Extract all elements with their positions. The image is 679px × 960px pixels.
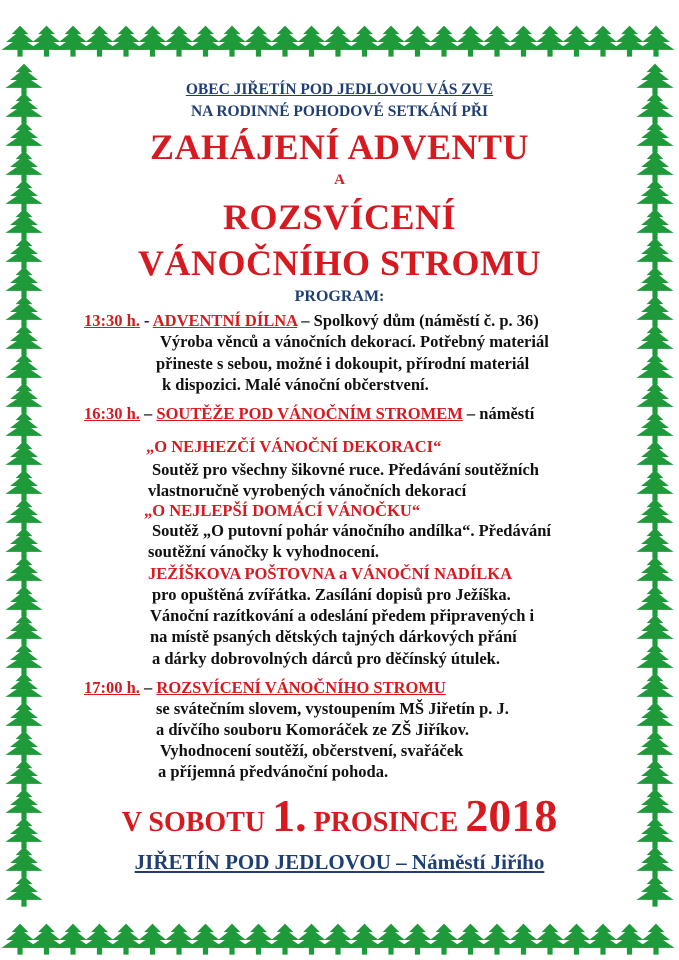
christmas-tree-icon [5, 528, 42, 559]
program-item-2 [84, 404, 534, 424]
christmas-tree-icon [1, 924, 38, 955]
date-day: 1. [272, 790, 307, 841]
contest-1-desc-line: Soutěž pro všechny šikovné ruce. Předávání soutěžních [152, 460, 539, 479]
christmas-tree-icon [636, 499, 673, 530]
contest-2-desc-line: Soutěž „O putovní pohár vánočního andílka“. Předávání [152, 521, 551, 540]
christmas-tree-icon [531, 26, 568, 57]
christmas-tree-icon [399, 26, 436, 57]
christmas-tree-icon [5, 412, 42, 443]
christmas-tree-icon [531, 924, 568, 955]
christmas-tree-icon [293, 26, 330, 57]
christmas-tree-icon [636, 731, 673, 762]
item-3-time: 17:00 h. [84, 678, 140, 697]
christmas-tree-icon [107, 26, 144, 57]
contest-3-title: JEŽÍŠKOVA POŠTOVNA a VÁNOČNÍ NADÍLKA [148, 564, 512, 583]
item-2-time: 16:30 h. [84, 404, 140, 423]
christmas-tree-icon [240, 26, 277, 57]
christmas-tree-icon [293, 924, 330, 955]
christmas-tree-icon [240, 924, 277, 955]
christmas-tree-icon [5, 354, 42, 385]
date-year: 2018 [465, 790, 558, 841]
christmas-tree-icon [213, 26, 250, 57]
title-line-1: ZAHÁJENÍ ADVENTU [149, 127, 530, 167]
christmas-tree-icon [5, 702, 42, 733]
contest-3-desc-line: na místě psaných dětských tajných dárkových přání [150, 627, 517, 646]
christmas-tree-icon [54, 26, 91, 57]
item-3-separator: – [139, 678, 157, 697]
christmas-tree-icon [505, 924, 542, 955]
christmas-tree-icon [5, 876, 42, 907]
christmas-tree-icon [81, 26, 118, 57]
christmas-tree-icon [636, 702, 673, 733]
christmas-tree-icon [5, 383, 42, 414]
christmas-tree-icon [319, 924, 356, 955]
christmas-tree-icon [584, 924, 621, 955]
program-label: PROGRAM: [294, 288, 385, 305]
christmas-tree-icon [636, 412, 673, 443]
christmas-tree-icon [28, 924, 65, 955]
title-conjunction: A [334, 172, 345, 188]
christmas-tree-icon [81, 924, 118, 955]
christmas-tree-icon [611, 26, 648, 57]
christmas-tree-icon [558, 26, 595, 57]
contest-2-desc-line: soutěžní vánočky k vyhodnocení. [148, 542, 380, 561]
christmas-tree-icon [28, 26, 65, 57]
christmas-tree-icon [134, 26, 171, 57]
christmas-tree-icon [399, 924, 436, 955]
title-line-3: VÁNOČNÍHO STROMU [137, 243, 541, 283]
event-date [0, 790, 679, 842]
christmas-tree-icon [637, 924, 674, 955]
program-item-3 [84, 678, 446, 698]
invite-line-1: OBEC JIŘETÍN POD JEDLOVOU VÁS ZVE [185, 81, 494, 98]
christmas-tree-icon [636, 325, 673, 356]
christmas-tree-icon [636, 528, 673, 559]
item-3-name: ROZSVÍCENÍ VÁNOČNÍHO STROMU [156, 678, 446, 697]
item-1-desc-line: Výroba věnců a vánočních dekorací. Potřebný materiál [160, 332, 549, 351]
item-3-desc-line: a příjemná předvánoční pohoda. [158, 762, 389, 781]
christmas-tree-icon [636, 470, 673, 501]
christmas-tree-icon [187, 26, 224, 57]
christmas-tree-icon [636, 876, 673, 907]
christmas-tree-icon [346, 26, 383, 57]
item-1-desc-line: přineste s sebou, možné i dokoupit, přírodní materiál [156, 354, 530, 373]
date-month: PROSINCE [306, 807, 466, 838]
christmas-tree-icon [54, 924, 91, 955]
christmas-tree-icon [160, 26, 197, 57]
christmas-tree-icon [5, 586, 42, 617]
contest-3-desc-line: a dárky dobrovolných dárců pro děčínský útulek. [152, 649, 500, 668]
christmas-tree-icon [5, 731, 42, 762]
item-1-desc-line: k dispozici. Malé vánoční občerstvení. [162, 375, 429, 394]
title-line-2: ROZSVÍCENÍ [222, 197, 457, 237]
contest-1-title: „O NEJHEZČÍ VÁNOČNÍ DEKORACI“ [146, 437, 442, 456]
christmas-tree-icon [636, 673, 673, 704]
contest-1-desc-line: vlastnoručně vyrobených vánočních dekorací [148, 481, 467, 500]
christmas-tree-icon [213, 924, 250, 955]
christmas-tree-icon [266, 924, 303, 955]
item-2-location: – náměstí [462, 404, 535, 423]
item-1-separator: - [139, 311, 153, 330]
item-2-separator: – [139, 404, 157, 423]
christmas-tree-icon [5, 615, 42, 646]
christmas-tree-icon [160, 924, 197, 955]
contest-2-title: „O NEJLEPŠÍ DOMÁCÍ VÁNOČKU“ [144, 501, 421, 520]
christmas-tree-icon [5, 470, 42, 501]
item-1-name: ADVENTNÍ DÍLNA [152, 311, 298, 330]
christmas-tree-icon [1, 26, 38, 57]
contest-3-desc-line: pro opuštěná zvířátka. Zasílání dopisů pro Ježíška. [152, 585, 511, 604]
christmas-tree-icon [425, 26, 462, 57]
item-3-desc-line: se svátečním slovem, vystoupením MŠ Jiřetín p. J. [156, 699, 509, 718]
christmas-tree-icon [636, 586, 673, 617]
christmas-tree-icon [505, 26, 542, 57]
christmas-tree-icon [636, 644, 673, 675]
christmas-tree-icon [636, 615, 673, 646]
christmas-tree-icon [452, 26, 489, 57]
christmas-tree-icon [187, 924, 224, 955]
christmas-tree-icon [636, 383, 673, 414]
christmas-tree-icon [266, 26, 303, 57]
christmas-tree-icon [637, 26, 674, 57]
christmas-tree-icon [452, 924, 489, 955]
christmas-tree-icon [5, 441, 42, 472]
christmas-tree-icon [319, 26, 356, 57]
christmas-tree-icon [584, 26, 621, 57]
christmas-tree-icon [134, 924, 171, 955]
christmas-tree-icon [346, 924, 383, 955]
christmas-tree-icon [478, 26, 515, 57]
christmas-tree-icon [425, 924, 462, 955]
date-prefix: V SOBOTU [121, 807, 273, 838]
christmas-tree-icon [5, 673, 42, 704]
contest-3-desc-line: Vánoční razítkování a odeslání předem připravených i [150, 606, 535, 625]
christmas-tree-icon [636, 354, 673, 385]
christmas-tree-icon [372, 924, 409, 955]
item-1-location: – Spolkový dům (náměstí č. p. 36) [297, 311, 539, 330]
christmas-tree-icon [636, 760, 673, 791]
christmas-tree-icon [107, 924, 144, 955]
item-2-name: SOUTĚŽE POD VÁNOČNÍM STROMEM [156, 404, 463, 423]
christmas-tree-icon [636, 441, 673, 472]
item-3-desc-line: a dívčího souboru Komoráček ze ZŠ Jiříkov. [156, 720, 470, 739]
christmas-tree-icon [5, 325, 42, 356]
item-3-desc-line: Vyhodnocení soutěží, občerstvení, svařáček [160, 741, 464, 760]
christmas-tree-icon [478, 924, 515, 955]
christmas-tree-icon [5, 760, 42, 791]
christmas-tree-icon [5, 557, 42, 588]
program-item-1 [84, 311, 539, 331]
invite-line-2: NA RODINNÉ POHODOVÉ SETKÁNÍ PŘI [190, 103, 489, 120]
christmas-tree-icon [611, 924, 648, 955]
christmas-tree-icon [5, 499, 42, 530]
christmas-tree-icon [372, 26, 409, 57]
item-1-time: 13:30 h. [84, 311, 140, 330]
christmas-tree-icon [636, 557, 673, 588]
event-place: JIŘETÍN POD JEDLOVOU – Náměstí Jiřího [134, 850, 545, 874]
christmas-tree-icon [5, 644, 42, 675]
christmas-tree-icon [558, 924, 595, 955]
